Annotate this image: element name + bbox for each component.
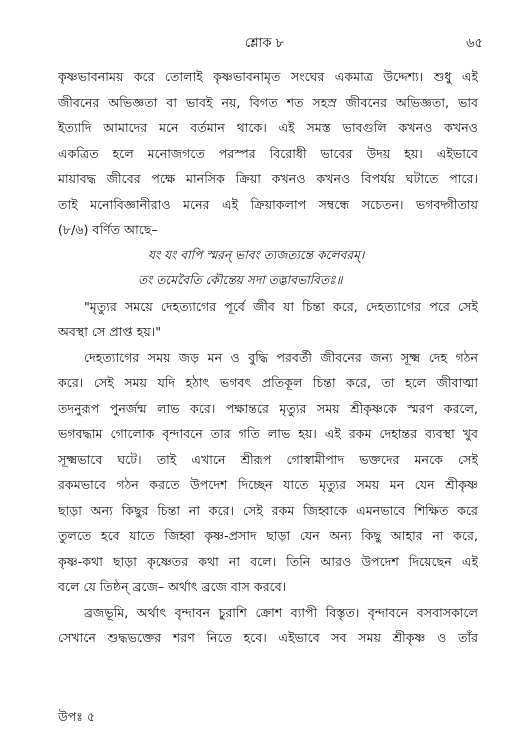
text-line: রকমভাবে গঠন করতে উপদেশ দিচ্ছেন যাতে মৃত্যুর সময় মন যেন শ্রীকৃষ্ণ — [58, 477, 478, 492]
quote-line: অবস্থা সে প্রাপ্ত হয়।" — [58, 324, 162, 339]
text-line: সেখানে শুদ্ধভক্তের শরণ নিতে হবে। এইভাবে সব সময় শ্রীকৃষ্ণ ও তাঁর — [58, 630, 478, 645]
text-line: মায়াবদ্ধ জীবের পক্ষে মানসিক ক্রিয়া কখনও কখনও বিপর্যয় ঘটাতে পারে। — [58, 171, 478, 186]
body-text — [58, 64, 478, 651]
quote-line: "মৃত্যুর সময়ে দেহত্যাগের পূর্বে জীব যা চিন্তা করে, দেহত্যাগের পরে সেই — [84, 298, 478, 314]
text-line: দেহত্যাগের সময় জড় মন ও বুদ্ধি পরবর্তী জীবনের জন্য সূক্ষ্ম দেহ গঠন — [84, 349, 478, 365]
text-line: তুলতে হবে যাতে জিহ্বা কৃষ্ণ-প্রসাদ ছাড়া যেন অন্য কিছু আহার না করে, — [58, 528, 478, 543]
text-line: বলে যে তিষ্ঠন্ ব্রজে– অর্থাৎ ব্রজে বাস করবে। — [58, 579, 287, 594]
text-line: ভগবদ্ধাম গোলোক বৃন্দাবনে তার গতি লাভ হয়। এই রকম দেহান্তর ব্যবস্থা খুব — [58, 426, 478, 441]
text-line: ইত্যাদি আমাদের মনে বর্তমান থাকে। এই সমস্ত ভাবগুলি কখনও কখনও — [58, 120, 478, 135]
text-line: তদনুরূপ পুনর্জন্ম লাভ করে। পক্ষান্তরে মৃত্যুর সময় শ্রীকৃষ্ণকে স্মরণ করলে, — [58, 400, 478, 416]
text-line: ব্রজভূমি, অর্থাৎ বৃন্দাবন চুরাশি ক্রোশ ব্যাপী বিস্তৃত। বৃন্দাবনে বসবাসকালে — [84, 604, 478, 620]
page-header-title: শ্লোক ৮ — [244, 36, 285, 51]
footer-signature: উপঃ ৫ — [58, 709, 95, 724]
text-line: ছাড়া অন্য কিছুর চিন্তা না করে। সেই রকম জিহ্বাকে এমনভাবে শিক্ষিত করে — [58, 502, 478, 518]
text-line: কৃষ্ণভাবনাময় করে তোলাই কৃষ্ণভাবনামৃত সংঘের একমাত্র উদ্দেশ্য। শুধু এই — [58, 69, 478, 84]
text-line: (৮/৬) বর্ণিত আছে– — [58, 222, 158, 237]
text-line: জীবনের অভিজ্ঞতা বা ভাবই নয়, বিগত শত সহস্র জীবনের অভিজ্ঞতা, ভাব — [58, 94, 478, 110]
text-line: সূক্ষ্মভাবে ঘটে। তাই এখানে শ্রীরূপ গোস্বামীপাদ ভক্তদের মনকে সেই — [58, 451, 478, 467]
text-line: তাই মনোবিজ্ঞানীরাও মনের এই ক্রিয়াকলাপ সম্বন্ধে সচেতন। ভগবদ্গীতায় — [58, 196, 478, 212]
verse-line: যং যং বাপি স্মরন্ ভাবং ত্যজত্যন্তে কলেবরম্। — [148, 247, 365, 262]
verse-line: তং তমেবৈতি কৌন্তেয় সদা তদ্ভাবভাবিতঃ॥ — [138, 273, 343, 287]
text-line: করে। সেই সময় যদি হঠাৎ ভগবৎ প্রতিকূল চিন্তা করে, তা হলে জীবাত্মা — [58, 375, 478, 390]
page-number: ৬৫ — [466, 36, 483, 51]
text-line: একত্রিত হলে মনোজগতে পরস্পর বিরোধী ভাবের উদয় হয়। এইভাবে — [58, 145, 478, 161]
text-line: কৃষ্ণ-কথা ছাড়া কৃষ্ণেতর কথা না বলে। তিনি আরও উপদেশ দিয়েছেন এই — [58, 553, 478, 569]
